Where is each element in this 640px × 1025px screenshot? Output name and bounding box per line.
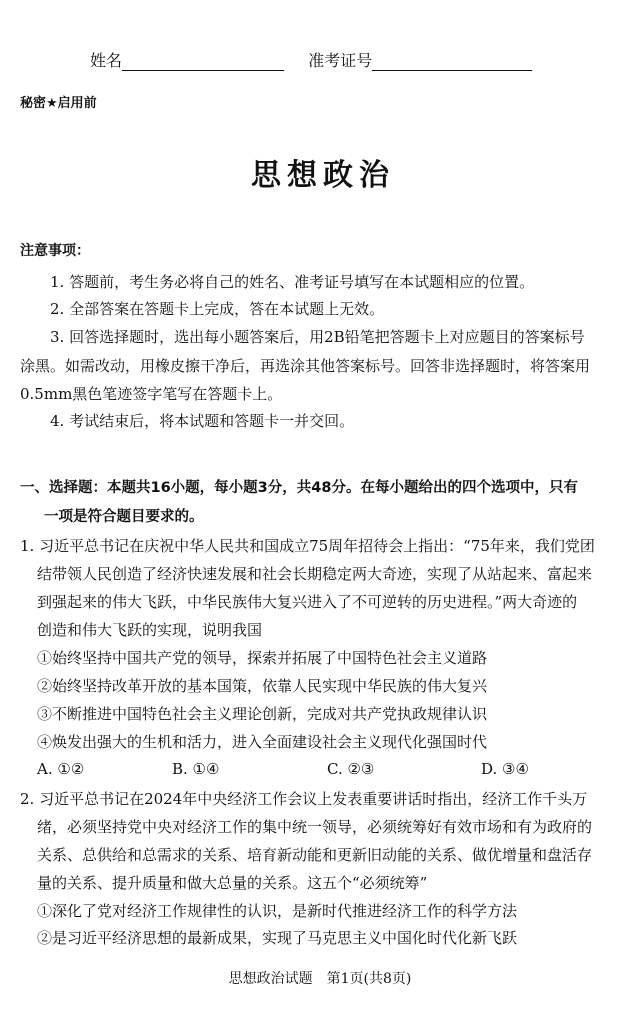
name-label: 姓名 (90, 51, 123, 70)
page-footer: 思想政治试题 第1页(共8页) (228, 971, 412, 987)
option-d: D. ③④ (481, 760, 529, 778)
exam-no-label: 准考证号 (308, 51, 373, 70)
question-1-statement: ③不断推进中国特色社会主义理论创新，完成对共产党执政规律认识 (37, 705, 488, 723)
question-1-line: 到强起来的伟大飞跃，中华民族伟大复兴进入了不可逆转的历史进程。”两大奇迹的 (37, 593, 578, 611)
option-c: C. ②③ (327, 760, 375, 778)
notice-item: 2. 全部答案在答题卡上完成，答在本试题上无效。 (50, 300, 385, 318)
question-2-line: 量的关系、提升质量和做大总量的关系。这五个“必须统筹” (37, 874, 428, 892)
section-heading-cont: 一项是符合题目要求的。 (44, 509, 204, 525)
question-1-statement: ④焕发出强大的生机和活力，进入全面建设社会主义现代化强国时代 (37, 733, 488, 751)
notice-item: 涂黑。如需改动，用橡皮擦干净后，再选涂其他答案标号。回答非选择题时，将答案用 (20, 357, 591, 375)
section-heading: 一、选择题：本题共16小题，每小题3分，共48分。在每小题给出的四个选项中，只有 (20, 480, 578, 496)
question-2-line: 关系、总供给和总需求的关系、培育新动能和更新旧动能的关系、做优增量和盘活存 (37, 846, 593, 864)
question-1-line: 创造和伟大飞跃的实现，说明我国 (37, 621, 263, 639)
question-2-line: 2. 习近平总书记在2024年中央经济工作会议上发表重要讲话时指出，经济工作千头万 (20, 790, 588, 808)
notice-item: 1. 答题前，考生务必将自己的姓名、准考证号填写在本试题相应的位置。 (50, 273, 535, 291)
notice-heading: 注意事项： (20, 243, 90, 259)
candidate-info-row (90, 48, 532, 71)
question-1-statement: ②始终坚持改革开放的基本国策，依靠人民实现中华民族的伟大复兴 (37, 677, 488, 695)
notice-item: 0.5mm黑色笔迹签字笔写在答题卡上。 (20, 385, 283, 403)
exam-no-blank (372, 54, 532, 71)
name-blank (122, 54, 284, 71)
option-b: B. ①④ (172, 760, 220, 778)
question-2-statement: ①深化了党对经济工作规律性的认识，是新时代推进经济工作的科学方法 (37, 902, 518, 920)
question-1-line: 结带领人民创造了经济快速发展和社会长期稳定两大奇迹，实现了从站起来、富起来 (37, 565, 593, 583)
page-title: 思想政治 (251, 158, 395, 193)
question-1-line: 1. 习近平总书记在庆祝中华人民共和国成立75周年招待会上指出：“75年来，我们党团 (20, 537, 595, 555)
notice-item: 3. 回答选择题时，选出每小题答案后，用2B铅笔把答题卡上对应题目的答案标号 (50, 328, 585, 346)
question-2-line: 绪，必须坚持党中央对经济工作的集中统一领导，必须统筹好有效市场和有为政府的 (37, 818, 593, 836)
option-a: A. ①② (37, 760, 85, 778)
question-2-statement: ②是习近平经济思想的最新成果，实现了马克思主义中国化时代化新飞跃 (37, 929, 518, 947)
secret-mark: 秘密★启用前 (20, 96, 97, 111)
question-1-statement: ①始终坚持中国共产党的领导，探索并拓展了中国特色社会主义道路 (37, 649, 488, 667)
notice-item: 4. 考试结束后，将本试题和答题卡一并交回。 (50, 412, 355, 430)
